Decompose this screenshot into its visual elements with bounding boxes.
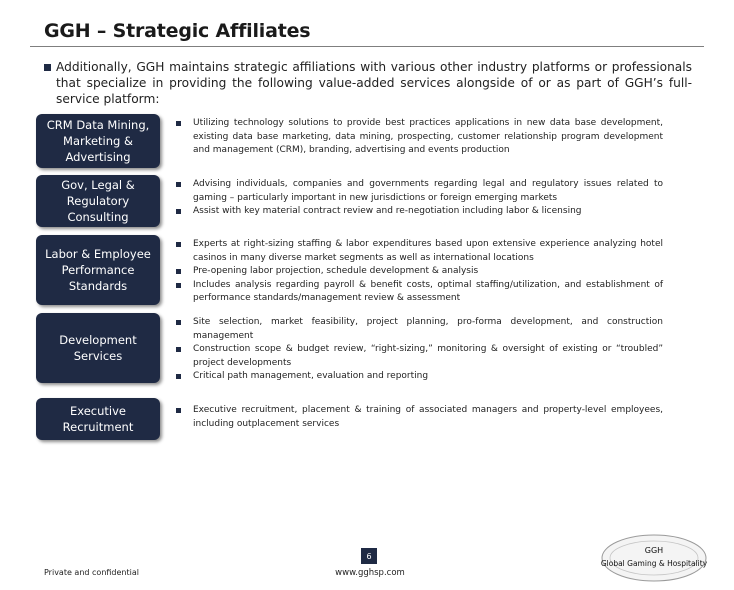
section-bullets <box>176 316 663 384</box>
bullet-square-icon <box>176 242 181 247</box>
bullet-square-icon <box>176 320 181 325</box>
list-item: Utilizing technology solutions to provide best practices applications in new data base development, existing data base marketing, data mining, prospecting, customer relationship program development and management (CRM), branding, advertising and events production <box>176 117 663 158</box>
list-item: Construction scope & budget review, “right-sizing,” monitoring & oversight of existing or “troubled” project developments <box>176 343 663 370</box>
bullet-square-icon <box>176 182 181 187</box>
section-label-box: CRM Data Mining, Marketing & Advertising <box>36 114 160 168</box>
section-label-box: Development Services <box>36 313 160 383</box>
page-number: 6 <box>361 548 377 564</box>
section-label-box: Executive Recruitment <box>36 398 160 440</box>
bullet-square-icon <box>176 269 181 274</box>
page-title: GGH – Strategic Affiliates <box>44 20 311 42</box>
list-item: Experts at right-sizing staffing & labor expenditures based upon extensive experience analyzing hotel casinos in many diverse market segments as well as international locations <box>176 238 663 265</box>
list-item: Assist with key material contract review and re-negotiation including labor & licensing <box>176 205 663 219</box>
section-bullets <box>176 238 663 306</box>
section-label-box: Gov, Legal & Regulatory Consulting <box>36 175 160 227</box>
bullet-square-icon <box>176 209 181 214</box>
list-item: Critical path management, evaluation and reporting <box>176 370 663 384</box>
section-bullets <box>176 117 663 158</box>
section-bullets <box>176 178 663 219</box>
confidential-note: Private and confidential <box>44 568 139 577</box>
logo-subtitle: Global Gaming & Hospitality <box>600 559 708 568</box>
bullet-square-icon <box>176 374 181 379</box>
title-divider <box>30 46 704 47</box>
bullet-square-icon <box>176 283 181 288</box>
section-label-box: Labor & Employee Performance Standards <box>36 235 160 305</box>
ggh-logo-icon <box>598 532 710 584</box>
bullet-square-icon <box>176 121 181 126</box>
list-item: Site selection, market feasibility, project planning, pro-forma development, and construction management <box>176 316 663 343</box>
website-url[interactable]: www.gghsp.com <box>335 568 405 578</box>
list-item: Includes analysis regarding payroll & benefit costs, optimal staffing/utilization, and establishment of performance standards/management review & assessment <box>176 279 663 306</box>
section-bullets <box>176 404 663 431</box>
bullet-square-icon <box>176 347 181 352</box>
intro-paragraph: Additionally, GGH maintains strategic affiliations with various other industry platforms or professionals that specialize in providing the following value-added services alongside of or as part of GGH’s full-service platform: <box>56 60 692 106</box>
bullet-square-icon <box>176 408 181 413</box>
intro-bullet-icon <box>44 64 51 71</box>
list-item: Pre-opening labor projection, schedule development & analysis <box>176 265 663 279</box>
list-item: Executive recruitment, placement & training of associated managers and property-level employees, including outplacement services <box>176 404 663 431</box>
list-item: Advising individuals, companies and governments regarding legal and regulatory issues related to gaming – particularly important in new jurisdictions or foreign emerging markets <box>176 178 663 205</box>
logo-name: GGH <box>644 546 664 555</box>
